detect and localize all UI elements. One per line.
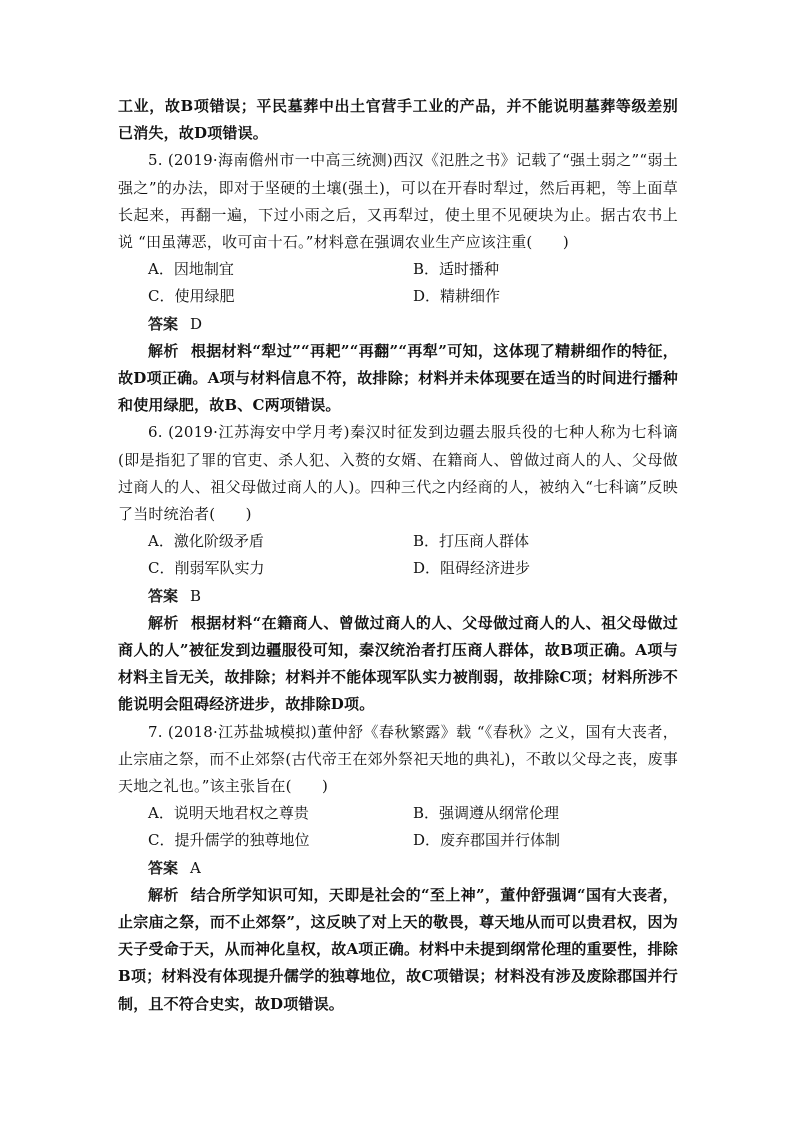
question-6 — [118, 419, 678, 718]
question-stem: 5. (2019·海南儋州市一中高三统测)西汉《氾胜之书》记载了“强土弱之”“弱土强之”的办法，即对于坚硬的土壤(强土)，可以在开春时犁过，然后再耙，等上面草长起来，再翻一遍，下过小雨之后，又再犁过，使土里不见硬块为止。据古农书上说 “田虽薄恶，收可亩十石。”材料意在强调农业生产应该注重( ) — [118, 151, 678, 252]
answer-label: 答案 — [148, 314, 179, 333]
answer-row — [118, 311, 678, 338]
question-stem: 7. (2018·江苏盐城模拟)董仲舒《春秋繁露》载 “《春秋》之义，国有大丧者，止宗庙之祭，而不止郊祭(古代帝王在郊外祭祀天地的典礼)，不敢以父母之丧，废事天地之礼也。”该主张旨在( ) — [118, 722, 678, 795]
analysis-text: 根据材料“犁过”“再耙”“再翻”“再犁”可知，这体现了精耕细作的特征，故D项正确。A项与材料信息不符，故排除；材料并未体现要在适当的时间进行播种和使用绿肥，故B、C两项错误。 — [118, 341, 679, 415]
option-c: C．使用绿肥 — [148, 287, 235, 306]
option-c: C．提升儒学的独尊地位 — [148, 831, 310, 850]
analysis-label: 解析 — [148, 613, 179, 632]
option-b: B．打压商人群体 — [413, 532, 530, 551]
answer-row — [118, 855, 678, 882]
options-row — [118, 555, 678, 582]
question-stem: 6. (2019·江苏海安中学月考)秦汉时征发到边疆去服兵役的七种人称为七科谪(即是指犯了罪的官吏、杀人犯、入赘的女婿、在籍商人、曾做过商人的人、父母做过商人的人、祖父母做过商人的人)。四种三代之内经商的人，被纳入“七科谪”反映了当时统治者( ) — [118, 423, 678, 523]
options-row — [118, 283, 678, 310]
continuation-paragraph: 工业，故B项错误；平民墓葬中出土官营手工业的产品，并不能说明墓葬等级差别已消失，故D项错误。 — [118, 97, 678, 143]
options-row — [118, 827, 678, 854]
analysis-paragraph — [118, 338, 678, 420]
analysis-label: 解析 — [148, 885, 179, 904]
analysis-paragraph — [118, 882, 678, 1018]
option-a: A．因地制宜 — [148, 260, 234, 279]
question-7 — [118, 719, 678, 1018]
option-a: A．激化阶级矛盾 — [148, 532, 264, 551]
analysis-label: 解析 — [148, 341, 179, 360]
options-row — [118, 528, 678, 555]
answer-value: A — [190, 858, 201, 877]
option-a: A．说明天地君权之尊贵 — [148, 804, 309, 823]
analysis-paragraph — [118, 610, 678, 719]
answer-row — [118, 583, 678, 610]
analysis-text: 根据材料“在籍商人、曾做过商人的人、父母做过商人的人、祖父母做过商人的人”被征发到边疆服役可知，秦汉统治者打压商人群体，故B项正确。A项与材料主旨无关，故排除；材料并不能体现军队实力被削弱，故排除C项；材料所涉不能说明会阻碍经济进步，故排除D项。 — [118, 613, 678, 714]
answer-value: B — [190, 586, 202, 605]
answer-label: 答案 — [148, 586, 179, 605]
document-page — [118, 93, 678, 1018]
option-b: B．适时播种 — [413, 260, 500, 279]
option-d: D．阻碍经济进步 — [413, 559, 531, 578]
option-c: C．削弱军队实力 — [148, 559, 265, 578]
question-5 — [118, 147, 678, 419]
answer-label: 答案 — [148, 858, 179, 877]
answer-value: D — [190, 314, 203, 333]
option-d: D．废弃郡国并行体制 — [413, 831, 561, 850]
options-row — [118, 256, 678, 283]
options-row — [118, 800, 678, 827]
analysis-text: 结合所学知识可知，天即是社会的“至上神”，董仲舒强调“国有大丧者，止宗庙之祭，而不止郊祭”，这反映了对上天的敬畏，尊天地从而可以贵君权，因为天子受命于天，从而神化皇权，故A项正确。材料中未提到纲常伦理的重要性，排除B项；材料没有体现提升儒学的独尊地位，故C项错误；材料没有涉及废除郡国并行制，且不符合史实，故D项错误。 — [118, 885, 678, 1013]
option-d: D．精耕细作 — [413, 287, 501, 306]
option-b: B．强调遵从纲常伦理 — [413, 804, 560, 823]
